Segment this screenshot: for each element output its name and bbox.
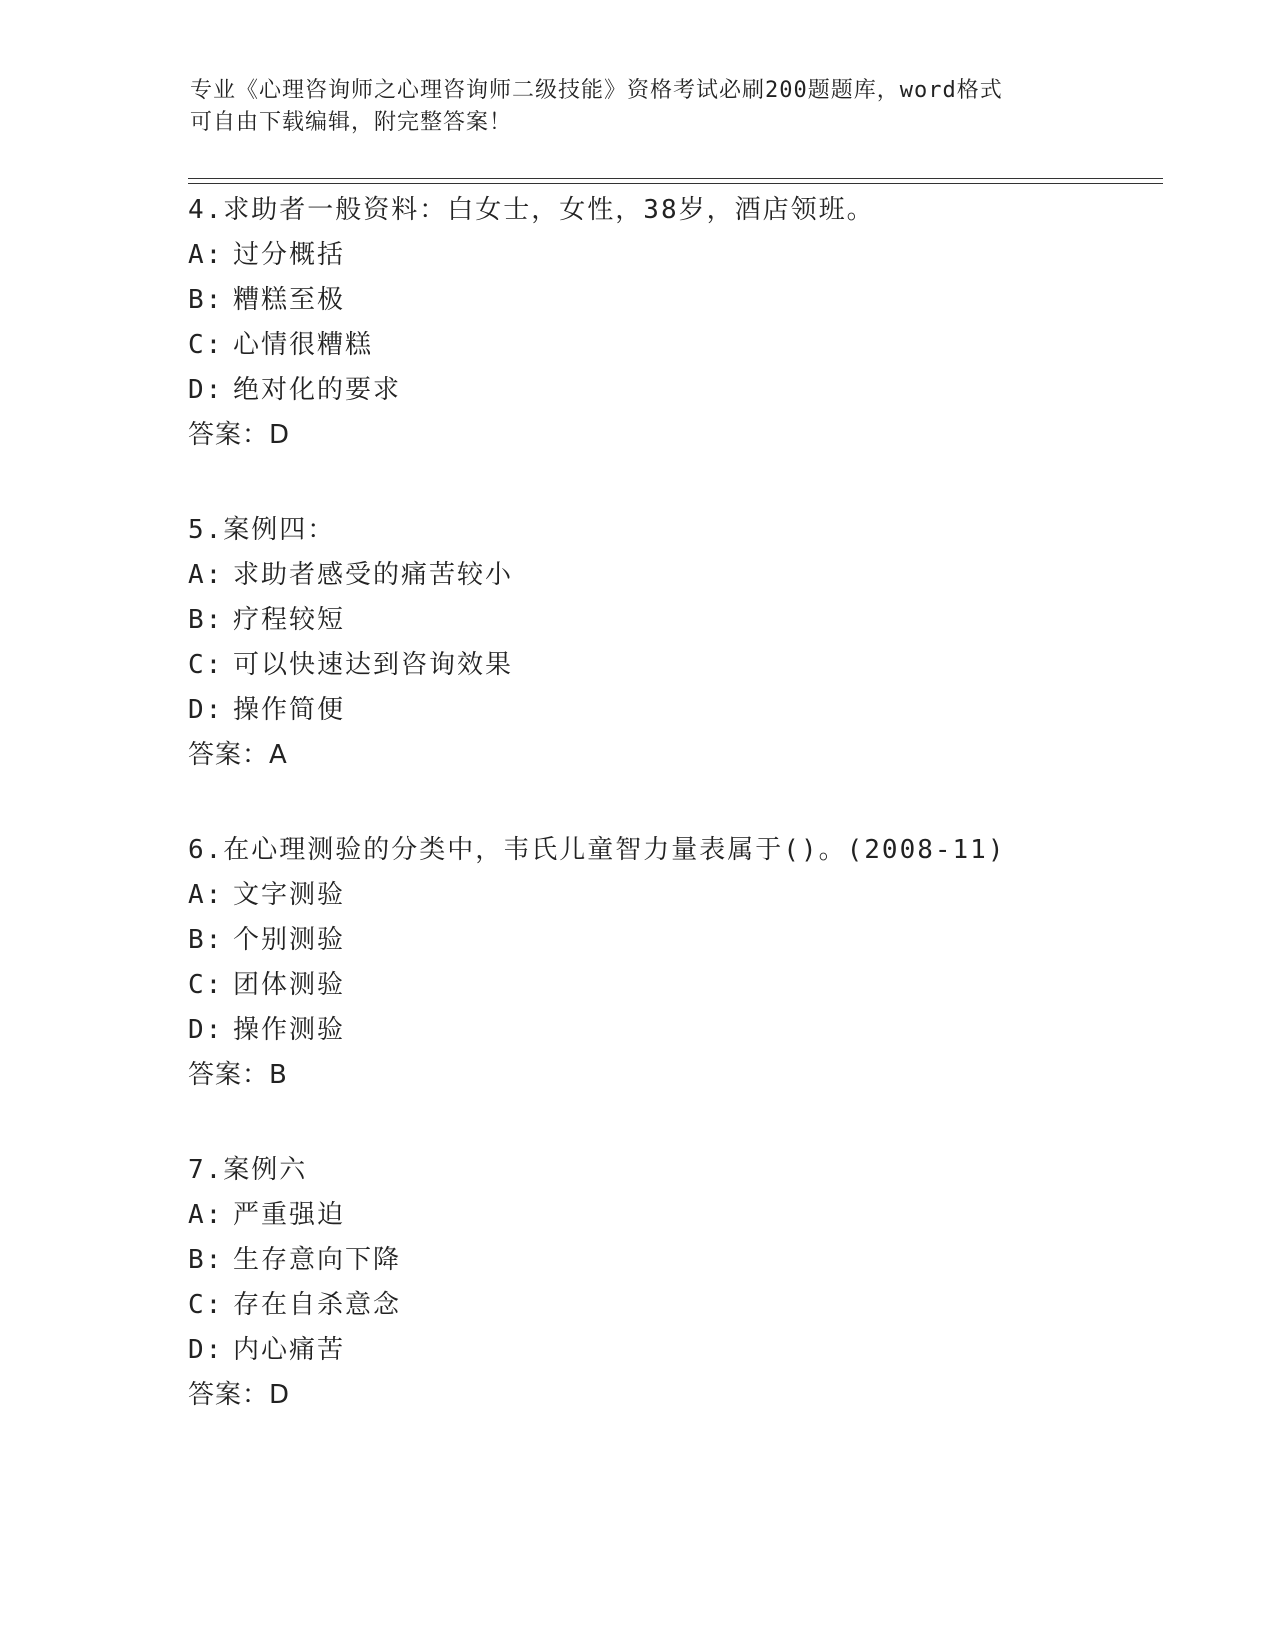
option-c (188, 1283, 1188, 1328)
option-b (188, 278, 1188, 323)
option-text: 过分概括 (233, 240, 346, 270)
question-block (188, 828, 1188, 1098)
option-text: 心情很糟糕 (233, 330, 374, 360)
option-key: B: (188, 925, 224, 955)
option-text: 糟糕至极 (233, 285, 346, 315)
header-line-1: 专业《心理咨询师之心理咨询师二级技能》资格考试必刷200题题库，word格式 (190, 78, 1003, 103)
option-key: D: (188, 1015, 224, 1045)
option-text: 严重强迫 (233, 1200, 346, 1230)
question-stem: 7.案例六 (188, 1155, 308, 1185)
question-stem: 5.案例四： (188, 515, 336, 545)
option-b (188, 598, 1188, 643)
option-text: 疗程较短 (233, 605, 346, 635)
option-key: D: (188, 375, 224, 405)
header-line-2: 可自由下载编辑，附完整答案！ (190, 110, 513, 135)
option-text: 可以快速达到咨询效果 (233, 650, 514, 680)
option-text: 生存意向下降 (233, 1245, 402, 1275)
option-key: C: (188, 650, 224, 680)
option-text: 团体测验 (233, 970, 346, 1000)
option-d (188, 1328, 1188, 1373)
option-a (188, 873, 1188, 918)
option-d (188, 368, 1188, 413)
answer-line: 答案：D (188, 420, 291, 450)
option-text: 操作简便 (233, 695, 346, 725)
option-key: C: (188, 970, 224, 1000)
option-d (188, 688, 1188, 733)
option-key: D: (188, 695, 224, 725)
option-c (188, 643, 1188, 688)
question-block (188, 508, 1188, 778)
option-key: B: (188, 605, 224, 635)
option-text: 绝对化的要求 (233, 375, 402, 405)
option-text: 内心痛苦 (233, 1335, 346, 1365)
header-divider-top (188, 178, 1163, 179)
option-key: A: (188, 880, 224, 910)
question-stem: 6.在心理测验的分类中，韦氏儿童智力量表属于()。(2008-11) (188, 835, 1006, 865)
option-c (188, 323, 1188, 368)
document-header (190, 75, 1090, 139)
option-key: A: (188, 1200, 224, 1230)
option-key: B: (188, 285, 224, 315)
option-b (188, 918, 1188, 963)
option-key: C: (188, 330, 224, 360)
option-text: 文字测验 (233, 880, 346, 910)
option-a (188, 553, 1188, 598)
header-divider-bottom (188, 183, 1163, 184)
option-key: A: (188, 240, 224, 270)
option-a (188, 1193, 1188, 1238)
option-text: 操作测验 (233, 1015, 346, 1045)
option-key: D: (188, 1335, 224, 1365)
option-a (188, 233, 1188, 278)
answer-line: 答案：B (188, 1060, 288, 1090)
question-stem: 4.求助者一般资料：白女士，女性，38岁，酒店领班。 (188, 195, 875, 225)
option-key: C: (188, 1290, 224, 1320)
option-c (188, 963, 1188, 1008)
answer-line: 答案：A (188, 740, 288, 770)
question-block (188, 188, 1188, 458)
option-b (188, 1238, 1188, 1283)
option-text: 存在自杀意念 (233, 1290, 402, 1320)
question-block (188, 1148, 1188, 1418)
answer-line: 答案：D (188, 1380, 291, 1410)
option-text: 求助者感受的痛苦较小 (233, 560, 514, 590)
option-d (188, 1008, 1188, 1053)
option-key: A: (188, 560, 224, 590)
option-text: 个别测验 (233, 925, 346, 955)
option-key: B: (188, 1245, 224, 1275)
